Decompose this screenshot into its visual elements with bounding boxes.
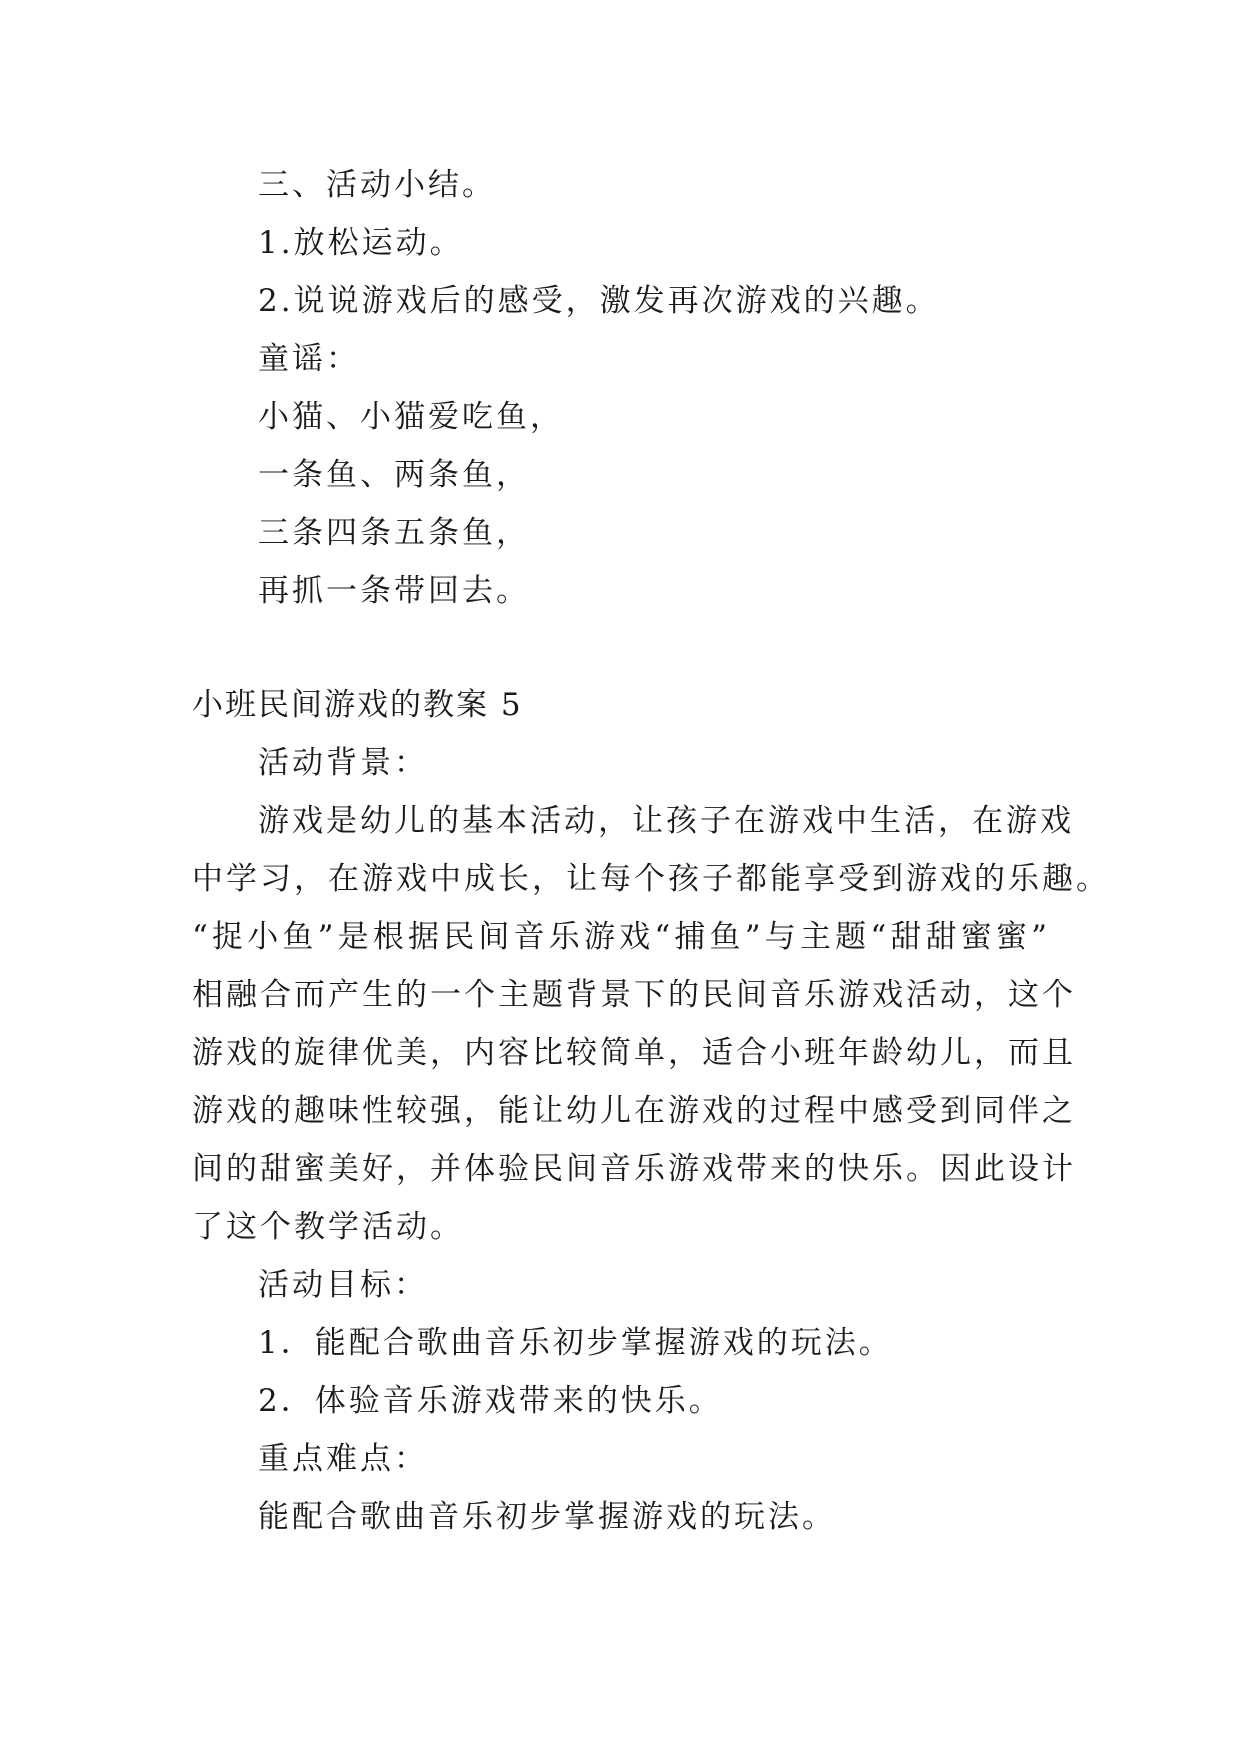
paragraph-line: 了这个教学活动。 bbox=[192, 1209, 464, 1245]
section-heading: 三、活动小结。 bbox=[258, 167, 496, 203]
list-item: 2．体验音乐游戏带来的快乐。 bbox=[258, 1383, 723, 1419]
list-item: 1.放松运动。 bbox=[258, 225, 464, 261]
document-title: 小班民间游戏的教案 5 bbox=[192, 687, 523, 723]
rhyme-label: 童谣： bbox=[258, 341, 360, 377]
paragraph-line: 间的甜蜜美好，并体验民间音乐游戏带来的快乐。因此设计 bbox=[192, 1151, 1076, 1187]
paragraph-line: 游戏是幼儿的基本活动，让孩子在游戏中生活，在游戏 bbox=[258, 803, 1074, 839]
section-label: 活动背景： bbox=[258, 745, 428, 781]
rhyme-line: 一条鱼、两条鱼， bbox=[258, 457, 530, 493]
rhyme-line: 三条四条五条鱼， bbox=[258, 515, 530, 551]
section-label: 重点难点： bbox=[258, 1441, 428, 1477]
list-item: 1．能配合歌曲音乐初步掌握游戏的玩法。 bbox=[258, 1325, 893, 1361]
paragraph-line: “捉小鱼”是根据民间音乐游戏“捕鱼”与主题“甜甜蜜蜜” bbox=[192, 919, 1050, 955]
list-item: 2.说说游戏后的感受，激发再次游戏的兴趣。 bbox=[258, 283, 940, 319]
paragraph-line: 游戏的旋律优美，内容比较简单，适合小班年龄幼儿，而且 bbox=[192, 1035, 1076, 1071]
rhyme-line: 再抓一条带回去。 bbox=[258, 573, 530, 609]
rhyme-line: 小猫、小猫爱吃鱼， bbox=[258, 399, 564, 435]
paragraph-line: 能配合歌曲音乐初步掌握游戏的玩法。 bbox=[258, 1499, 836, 1535]
paragraph-line: 游戏的趣味性较强，能让幼儿在游戏的过程中感受到同伴之 bbox=[192, 1093, 1076, 1129]
section-label: 活动目标： bbox=[258, 1267, 428, 1303]
paragraph-line: 中学习，在游戏中成长，让每个孩子都能享受到游戏的乐趣。 bbox=[192, 861, 1110, 897]
paragraph-line: 相融合而产生的一个主题背景下的民间音乐游戏活动，这个 bbox=[192, 977, 1076, 1013]
